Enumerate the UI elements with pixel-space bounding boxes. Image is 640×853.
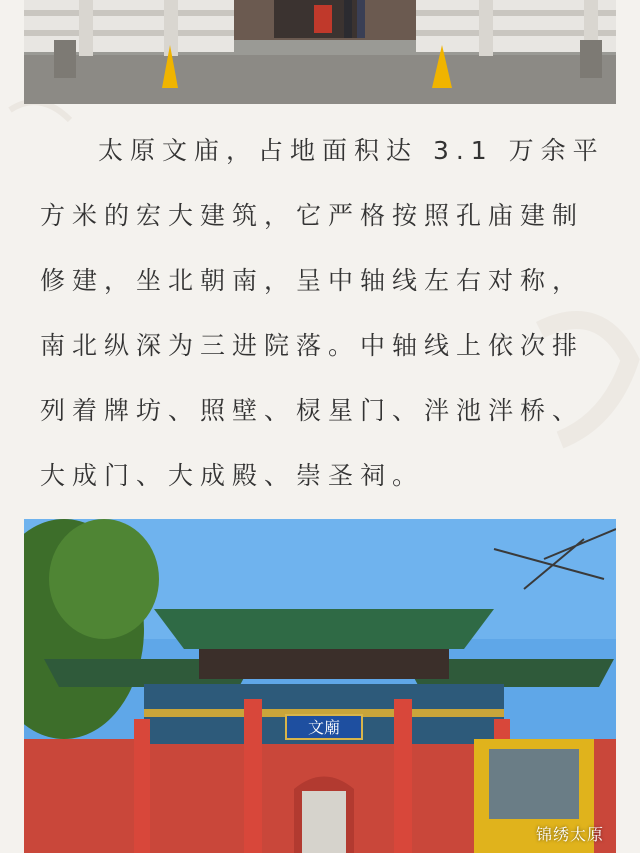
- temple-gate-photo: [24, 519, 616, 853]
- temple-plaza-photo: [24, 0, 616, 104]
- watermark-label: 锦绣太原: [535, 825, 604, 844]
- article-body: [40, 118, 606, 508]
- gate-plaque: 文廟: [307, 718, 341, 737]
- article-paragraph: 太原文庙，占地面积达 3.1 万余平方米的宏大建筑，它严格按照孔庙建制修建，坐北朝南，呈中轴线左右对称，南北纵深为三进院落。中轴线上依次排列着牌坊、照壁、棂星门、泮池泮桥、大成门、大成殿、崇圣祠。: [40, 136, 605, 490]
